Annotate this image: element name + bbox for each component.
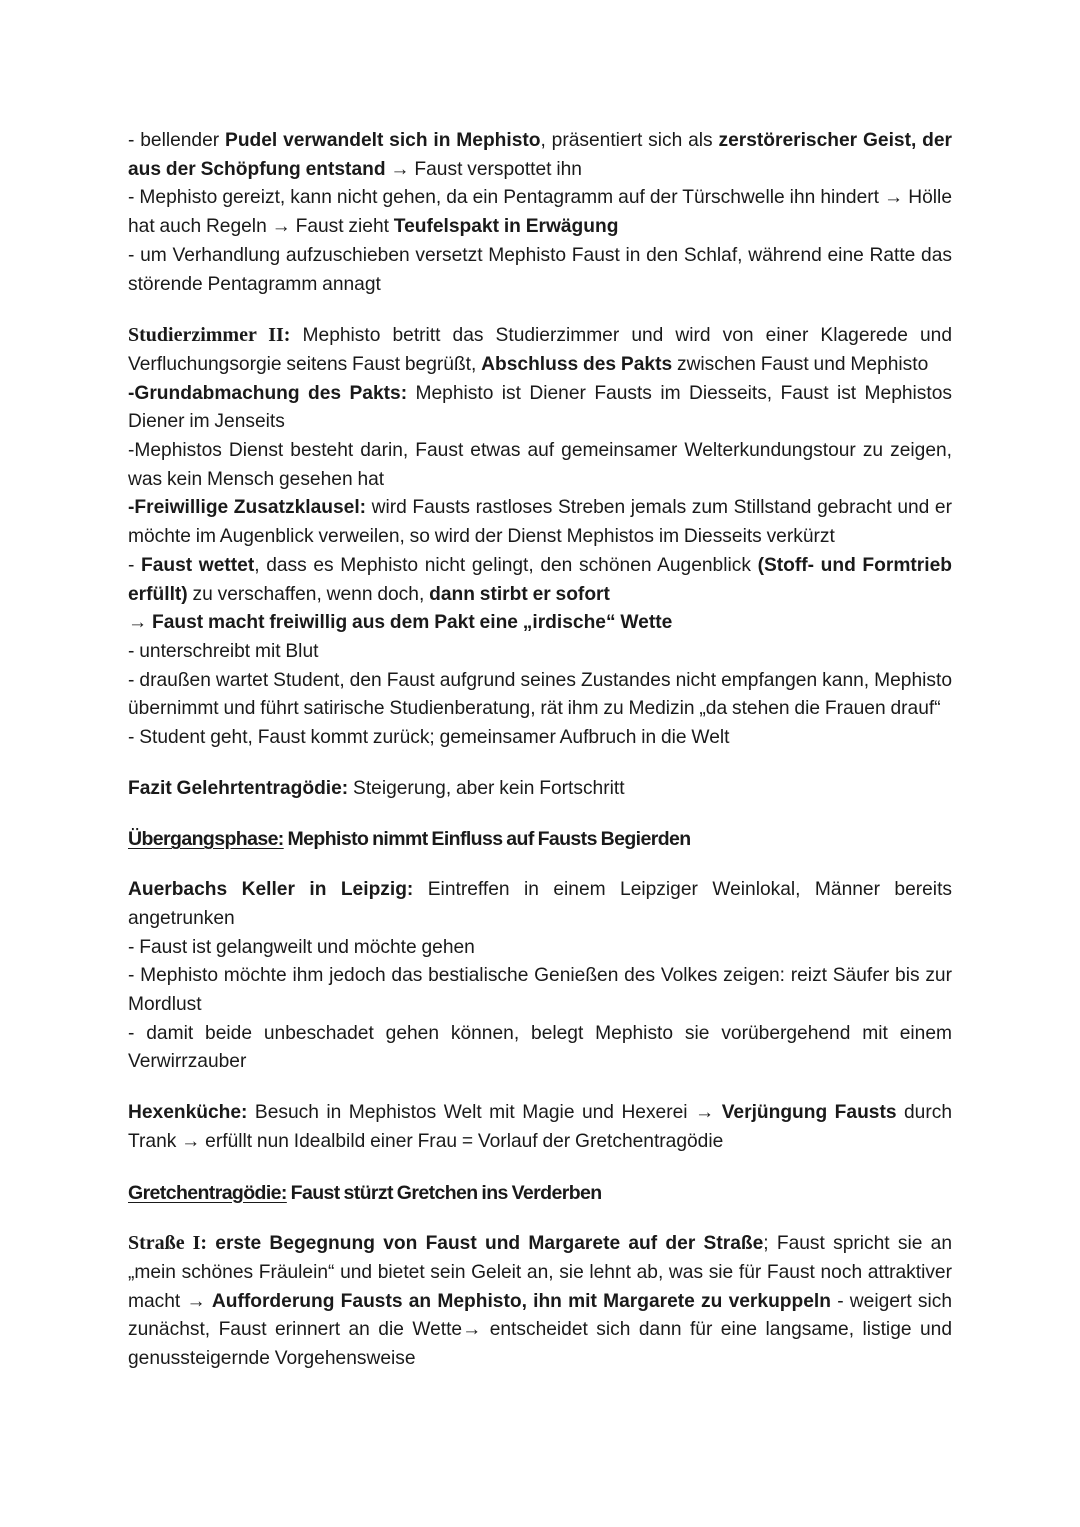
paragraph <box>128 775 952 804</box>
bold-text: Hexenküche: <box>128 1102 248 1124</box>
heading-text: Mephisto nimmt Einfluss auf Fausts Begierden <box>283 828 691 851</box>
bold-text: → Faust macht freiwillig aus dem Pakt eine „irdische“ Wette <box>128 612 673 634</box>
text: ; Faust spricht sie an „mein schönes Fräulein“ und bietet sein Geleit an, sie lehnt ab, was sie für Faust noch attraktiver macht → <box>128 1233 952 1312</box>
paragraph <box>128 437 952 494</box>
paragraph-gap <box>128 753 952 775</box>
paragraph-gap <box>128 1077 952 1099</box>
text: - draußen wartet Student, den Faust aufgrund seines Zustandes nicht empfangen kann, Mephisto übernimmt und führt satirische Studienberatung, rät ihm zu Medizin „da stehen die Frauen drauf“ <box>128 669 952 720</box>
text: - Student geht, Faust kommt zurück; gemeinsamer Aufbruch in die Welt <box>128 727 730 749</box>
text: - damit beide unbeschadet gehen können, belegt Mephisto sie vorübergehend mit einem Verwirrzauber <box>128 1022 952 1073</box>
text: - <box>128 554 142 576</box>
scene-title: Straße I: <box>128 1232 208 1255</box>
bold-text: Auerbachs Keller in Leipzig: <box>128 879 414 901</box>
paragraph <box>128 638 952 667</box>
bold-text: -Grundabmachung des Pakts: <box>128 382 408 404</box>
paragraph <box>128 127 952 184</box>
text: zwischen Faust und Mephisto <box>672 353 929 375</box>
text: -Mephistos Dienst besteht darin, Faust etwas auf gemeinsamer Welterkundungstour zu zeigen, was kein Mensch gesehen hat <box>128 440 952 490</box>
paragraph <box>128 667 952 724</box>
section-heading <box>128 1179 952 1208</box>
text: - Faust ist gelangweilt und möchte gehen <box>128 936 475 958</box>
paragraph <box>128 1229 952 1374</box>
paragraph <box>128 962 952 1019</box>
document-page <box>128 127 952 1374</box>
heading-label: Übergangsphase: <box>128 828 284 851</box>
bold-text: dann stirbt er sofort <box>429 583 610 605</box>
bold-text: (Stoff- und Formtrieb erfüllt) <box>128 554 952 605</box>
paragraph <box>128 1020 952 1077</box>
paragraph <box>128 184 952 241</box>
text: - Mephisto gereizt, kann nicht gehen, da ein Pentagramm auf der Türschwelle ihn hindert → Hölle hat auch Regeln → Faust zieht <box>128 187 952 238</box>
bold-text: Verjüngung Fausts <box>721 1102 897 1124</box>
heading-text: Faust stürzt Gretchen ins Verderben <box>286 1181 602 1204</box>
text: - Mephisto möchte ihm jedoch das bestialische Genießen des Volkes zeigen: reizt Säufer bis zur Mordlust <box>128 965 952 1015</box>
paragraph <box>128 552 952 609</box>
text: Besuch in Mephistos Welt mit Magie und Hexerei → <box>247 1102 722 1124</box>
paragraph-gap <box>128 1207 952 1229</box>
bold-text: Abschluss des Pakts <box>481 353 673 375</box>
bold-text: erste Begegnung von Faust und Margarete auf der Straße <box>207 1233 764 1255</box>
text: - um Verhandlung aufzuschieben versetzt Mephisto Faust in den Schlaf, während eine Ratte das störende Pentagramm annagt <box>128 244 952 295</box>
text: , dass es Mephisto nicht gelingt, den schönen Augenblick <box>254 554 758 576</box>
heading-label: Gretchentragödie: <box>128 1181 287 1204</box>
text: durch Trank → erfüllt nun Idealbild einer Frau = Vorlauf der Gretchentragödie <box>128 1102 952 1152</box>
paragraph <box>128 1099 952 1156</box>
bold-text: -Freiwillige Zusatzklausel: <box>128 497 367 519</box>
bold-text: Aufforderung Fausts an Mephisto, ihn mit Margarete zu verkuppeln <box>211 1290 831 1312</box>
paragraph <box>128 242 952 299</box>
text: Steigerung, aber kein Fortschritt <box>348 777 625 799</box>
text: → Faust verspottet ihn <box>385 158 582 180</box>
text: - weigert sich zunächst, Faust erinnert an die Wette→ entscheidet sich dann für eine langsame, listige und genussteigernde Vorgehensweise <box>128 1290 953 1370</box>
text: Eintreffen in einem Leipziger Weinlokal, Männer bereits angetrunken <box>128 879 952 929</box>
paragraph-gap <box>128 1157 952 1179</box>
paragraph <box>128 380 952 437</box>
bold-text: Pudel verwandelt sich in Mephisto <box>225 130 541 151</box>
bold-text: Faust wettet <box>141 554 255 576</box>
paragraph <box>128 876 952 933</box>
paragraph <box>128 724 952 753</box>
section-heading <box>128 825 952 854</box>
scene-title: Studierzimmer II: <box>128 324 291 347</box>
text: wird Fausts rastloses Streben jemals zum Stillstand gebracht und er möchte im Augenblick verweilen, so wird der Dienst Mephistos im Diesseits verkürzt <box>128 497 952 548</box>
text: Mephisto ist Diener Fausts im Diesseits, Faust ist Mephistos Diener im Jenseits <box>128 382 953 433</box>
paragraph-gap <box>128 854 952 876</box>
paragraph-gap <box>128 803 952 825</box>
text: , präsentiert sich als <box>540 130 719 151</box>
bold-text: Teufelspakt in Erwägung <box>393 216 619 238</box>
paragraph <box>128 609 952 638</box>
paragraph <box>128 321 952 379</box>
paragraph-gap <box>128 299 952 321</box>
paragraph <box>128 494 952 551</box>
bold-text: Fazit Gelehrtentragödie: <box>128 777 349 799</box>
text: - bellender <box>128 130 226 151</box>
paragraph <box>128 934 952 963</box>
text: zu verschaffen, wenn doch, <box>187 583 430 605</box>
bold-text: zerstörerischer Geist, der aus der Schöpfung entstand <box>128 130 952 180</box>
text: - unterschreibt mit Blut <box>128 640 319 662</box>
text: Mephisto betritt das Studierzimmer und wird von einer Klagerede und Verfluchungsorgie seitens Faust begrüßt, <box>128 325 952 375</box>
